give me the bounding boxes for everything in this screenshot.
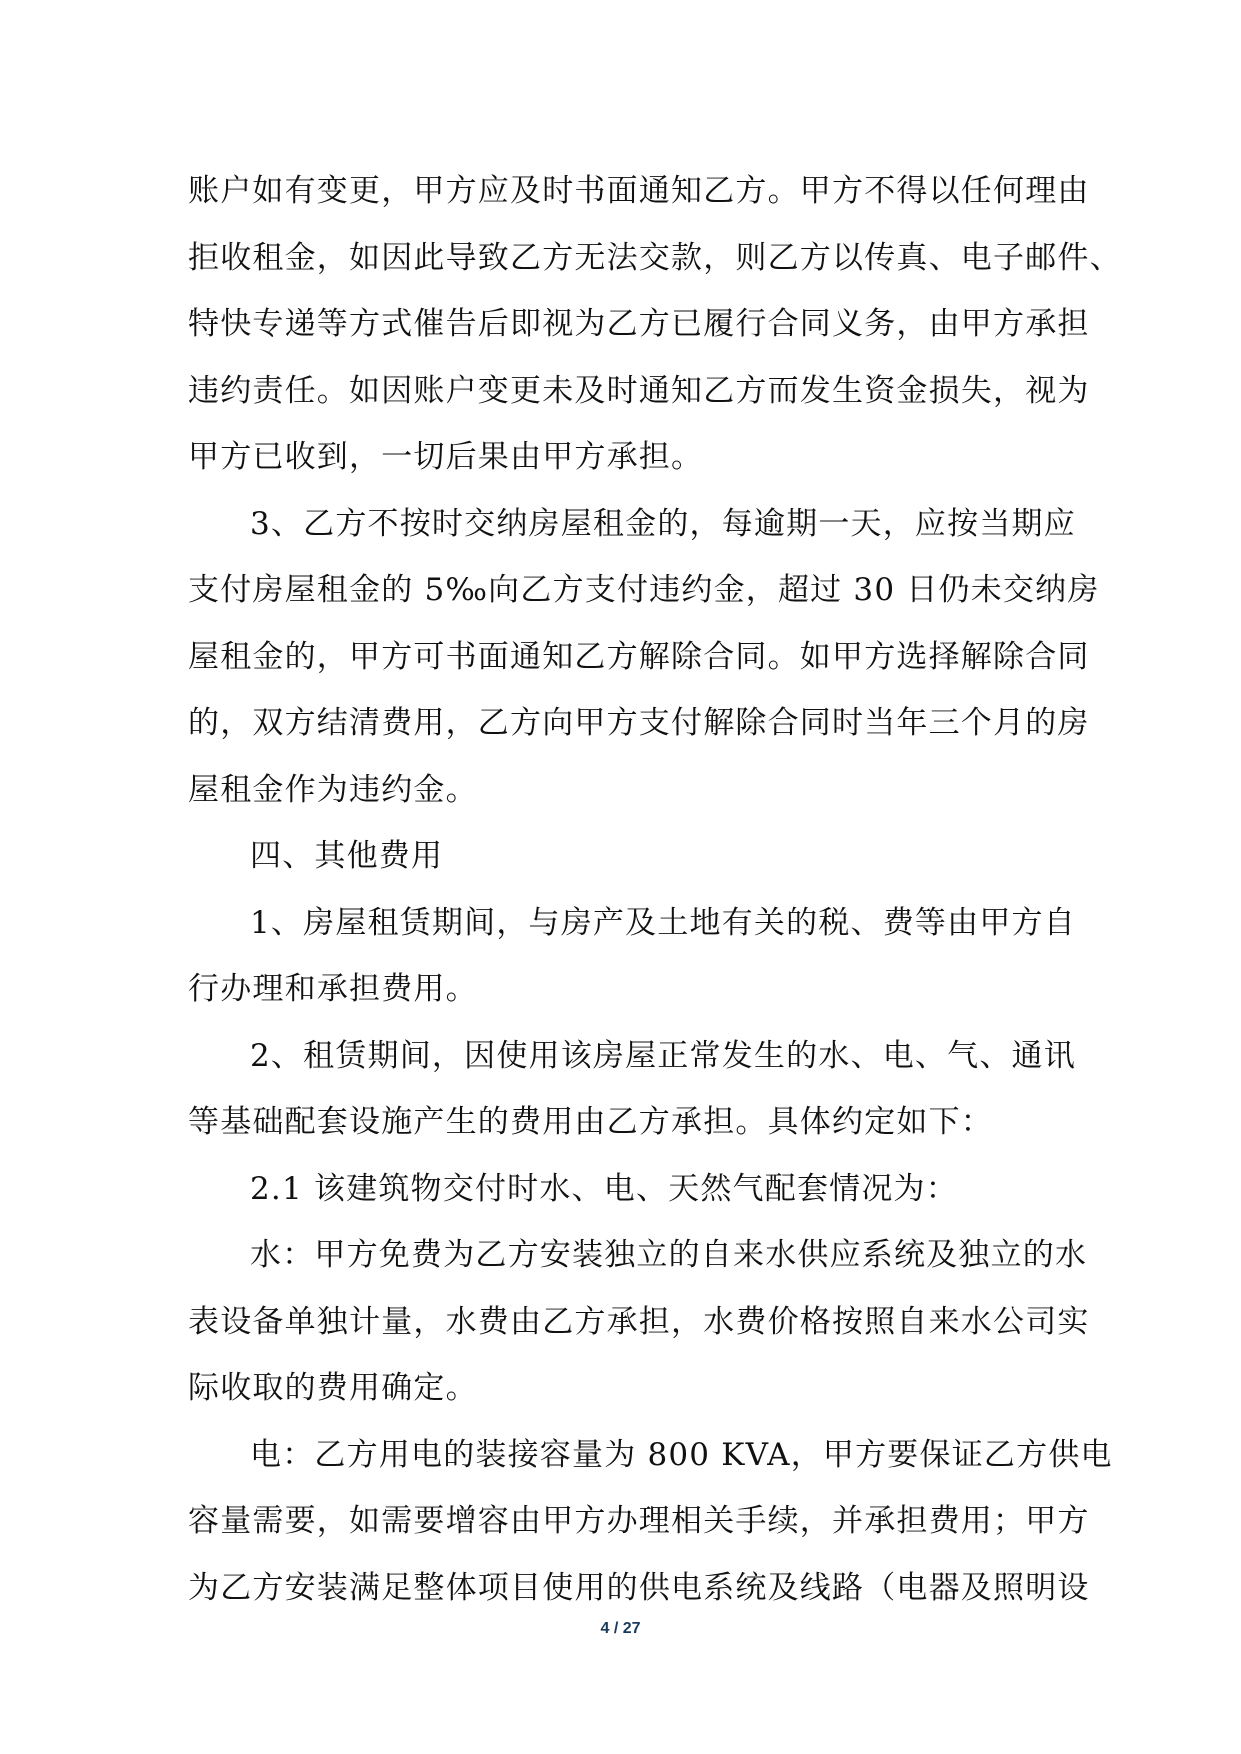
text-line: 容量需要，如需要增容由甲方办理相关手续，并承担费用；甲方 [188, 1503, 1090, 1539]
text-line: 甲方已收到，一切后果由甲方承担。 [188, 439, 704, 475]
text-line: 拒收租金，如因此导致乙方无法交款，则乙方以传真、电子邮件、 [188, 239, 1122, 276]
text-line: 四、其他费用 [250, 838, 444, 874]
text-line: 特快专递等方式催告后即视为乙方已履行合同义务，由甲方承担 [188, 306, 1090, 342]
text-line: 为乙方安装满足整体项目使用的供电系统及线路（电器及照明设 [188, 1569, 1090, 1606]
text-line: 水：甲方免费为乙方安装独立的自来水供应系统及独立的水 [250, 1237, 1088, 1273]
page-number: 4 / 27 [600, 1620, 641, 1637]
text-line: 支付房屋租金的 5‰向乙方支付违约金，超过 30 日仍未交纳房 [188, 572, 1100, 608]
document-body [188, 158, 1122, 1621]
text-line: 表设备单独计量，水费由乙方承担，水费价格按照自来水公司实 [188, 1303, 1090, 1340]
text-line: 账户如有变更，甲方应及时书面通知乙方。甲方不得以任何理由 [188, 173, 1090, 209]
text-line: 电：乙方用电的装接容量为 800 KVA，甲方要保证乙方供电 [250, 1436, 1113, 1473]
text-line: 违约责任。如因账户变更未及时通知乙方而发生资金损失，视为 [188, 372, 1090, 409]
text-line: 3、乙方不按时交纳房屋租金的，每逾期一天，应按当期应 [250, 505, 1076, 542]
text-line: 2、租赁期间，因使用该房屋正常发生的水、电、气、通讯 [250, 1037, 1076, 1074]
text-line: 屋租金作为违约金。 [188, 771, 478, 808]
text-line: 的，双方结清费用，乙方向甲方支付解除合同时当年三个月的房 [188, 705, 1090, 741]
text-line: 际收取的费用确定。 [188, 1370, 478, 1406]
text-line: 1、房屋租赁期间，与房产及土地有关的税、费等由甲方自 [250, 904, 1076, 941]
text-line: 行办理和承担费用。 [188, 971, 478, 1007]
text-line: 屋租金的，甲方可书面通知乙方解除合同。如甲方选择解除合同 [188, 638, 1090, 675]
text-line: 2.1 该建筑物交付时水、电、天然气配套情况为： [250, 1170, 958, 1207]
text-line: 等基础配套设施产生的费用由乙方承担。具体约定如下： [188, 1104, 993, 1140]
